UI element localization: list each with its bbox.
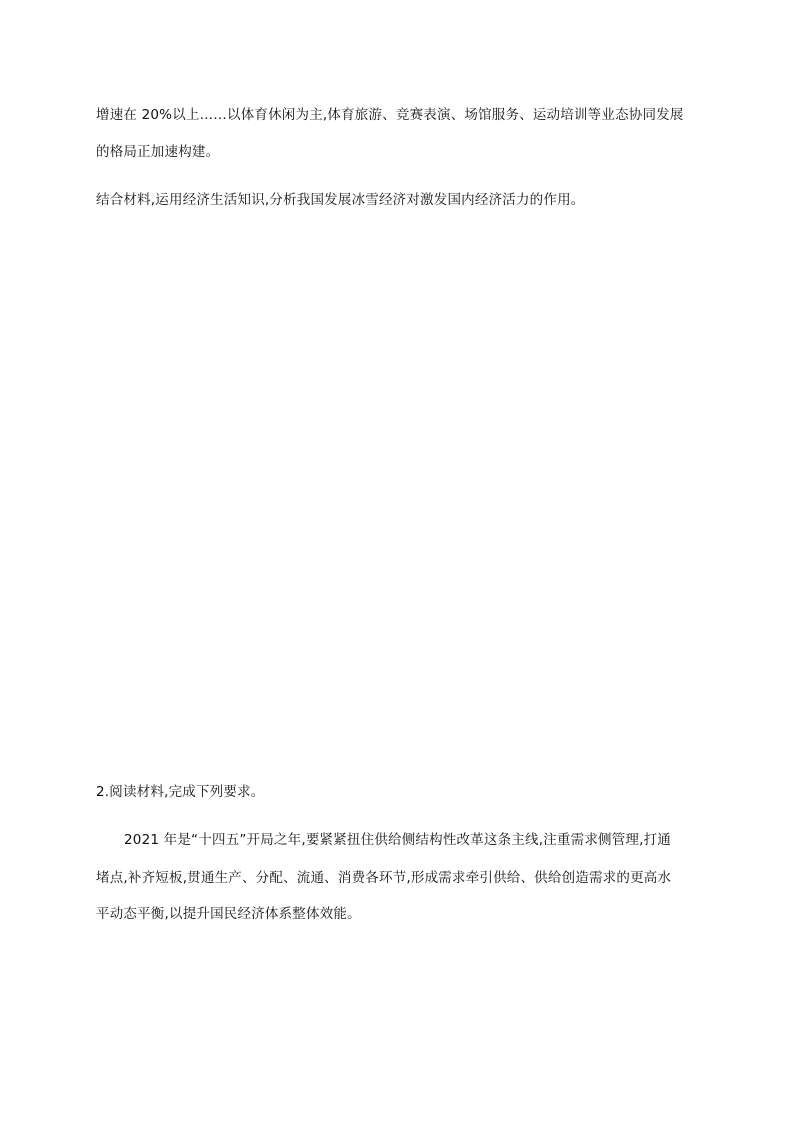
material-paragraph-line: 堵点,补齐短板,贯通生产、分配、流通、消费各环节,形成需求牵引供给、供给创造需求的更高水 <box>96 870 672 886</box>
question-prompt: 结合材料,运用经济生活知识,分析我国发展冰雪经济对激发国内经济活力的作用。 <box>96 192 585 208</box>
material-paragraph-line: 平动态平衡,以提升国民经济体系整体效能。 <box>96 906 361 922</box>
material-paragraph-line: 增速在 20%以上……以体育休闲为主,体育旅游、竞赛表演、场馆服务、运动培训等业态协同发展 <box>96 107 684 123</box>
question-heading: 2.阅读材料,完成下列要求。 <box>96 784 265 800</box>
material-paragraph-line: 2021 年是“十四五”开局之年,要紧紧扭住供给侧结构性改革这条主线,注重需求侧管理,打通 <box>124 832 672 848</box>
material-paragraph-line: 的格局正加速构建。 <box>96 144 220 160</box>
